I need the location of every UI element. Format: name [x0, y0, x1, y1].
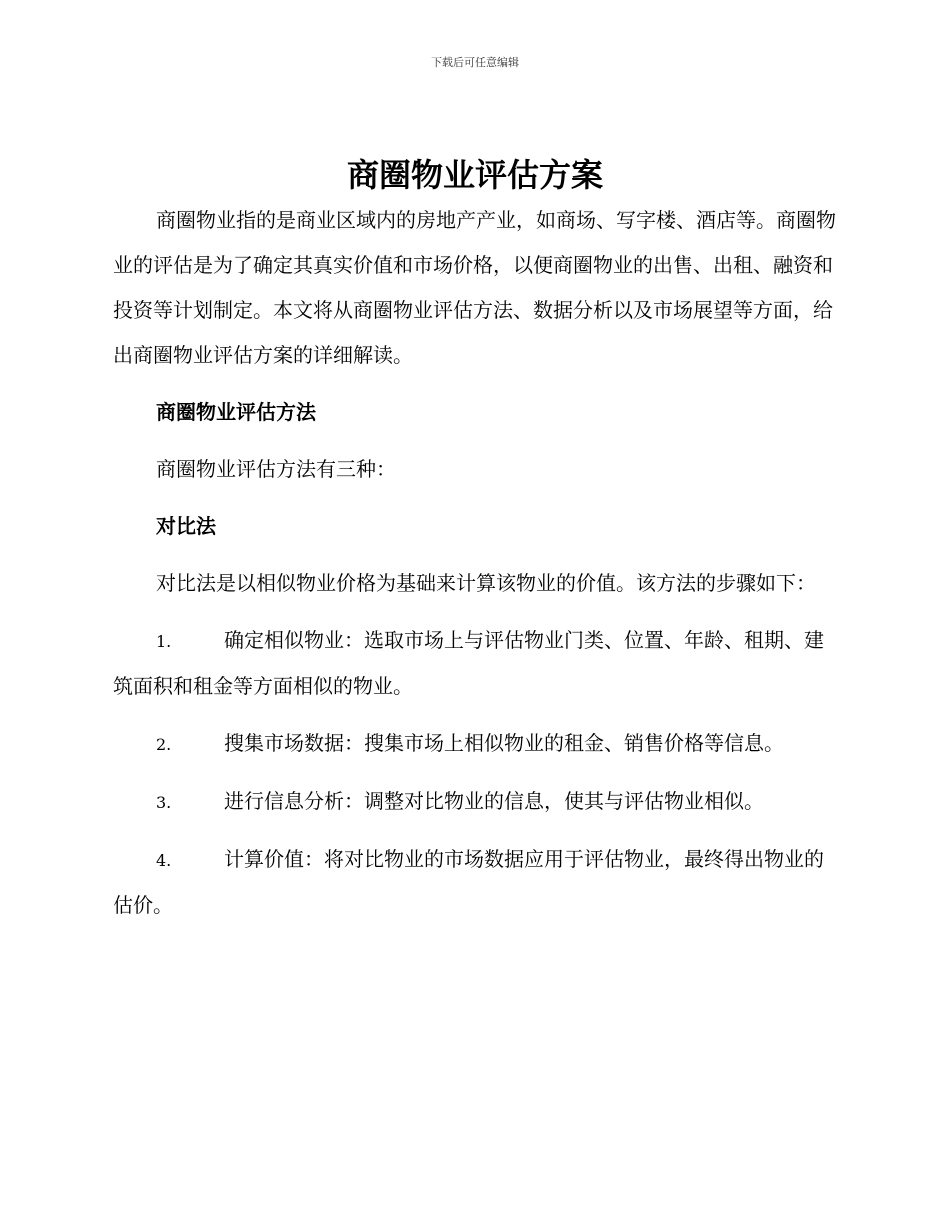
- list-item: [113, 618, 837, 709]
- list-item: [113, 721, 837, 767]
- methods-paragraph: 商圈物业评估方法有三种：: [156, 457, 396, 481]
- list-item-text: 确定相似物业：选取市场上与评估物业门类、位置、年龄、租期、建筑面积和租金等方面相似的物业。: [113, 628, 824, 698]
- section-heading-methods: 商圈物业评估方法: [156, 400, 316, 424]
- list-item-text: 计算价值：将对比物业的市场数据应用于评估物业，最终得出物业的估价。: [113, 847, 824, 917]
- list-item-text: 搜集市场数据：搜集市场上相似物业的租金、销售价格等信息。: [224, 731, 784, 755]
- list-item: [113, 837, 837, 928]
- comparison-paragraph: 对比法是以相似物业价格为基础来计算该物业的价值。该方法的步骤如下：: [156, 571, 816, 595]
- list-item-text: 进行信息分析：调整对比物业的信息，使其与评估物业相似。: [224, 789, 764, 813]
- list-number: 4.: [156, 851, 172, 870]
- list-number: 2.: [156, 735, 172, 754]
- list-number: 1.: [156, 632, 172, 651]
- list-number: 3.: [156, 793, 172, 812]
- section-heading-comparison: 对比法: [156, 514, 216, 538]
- document-body: [113, 198, 837, 940]
- document-title: 商圈物业评估方案: [346, 156, 603, 194]
- list-item: [113, 779, 837, 825]
- header-note: 下载后可任意编辑: [431, 56, 519, 69]
- intro-paragraph: 商圈物业指的是商业区域内的房地产产业，如商场、写字楼、酒店等。商圈物业的评估是为了确定其真实价值和市场价格，以便商圈物业的出售、出租、融资和投资等计划制定。本文将从商圈物业评估方法、数据分析以及市场展望等方面，给出商圈物业评估方案的详细解读。: [113, 208, 836, 367]
